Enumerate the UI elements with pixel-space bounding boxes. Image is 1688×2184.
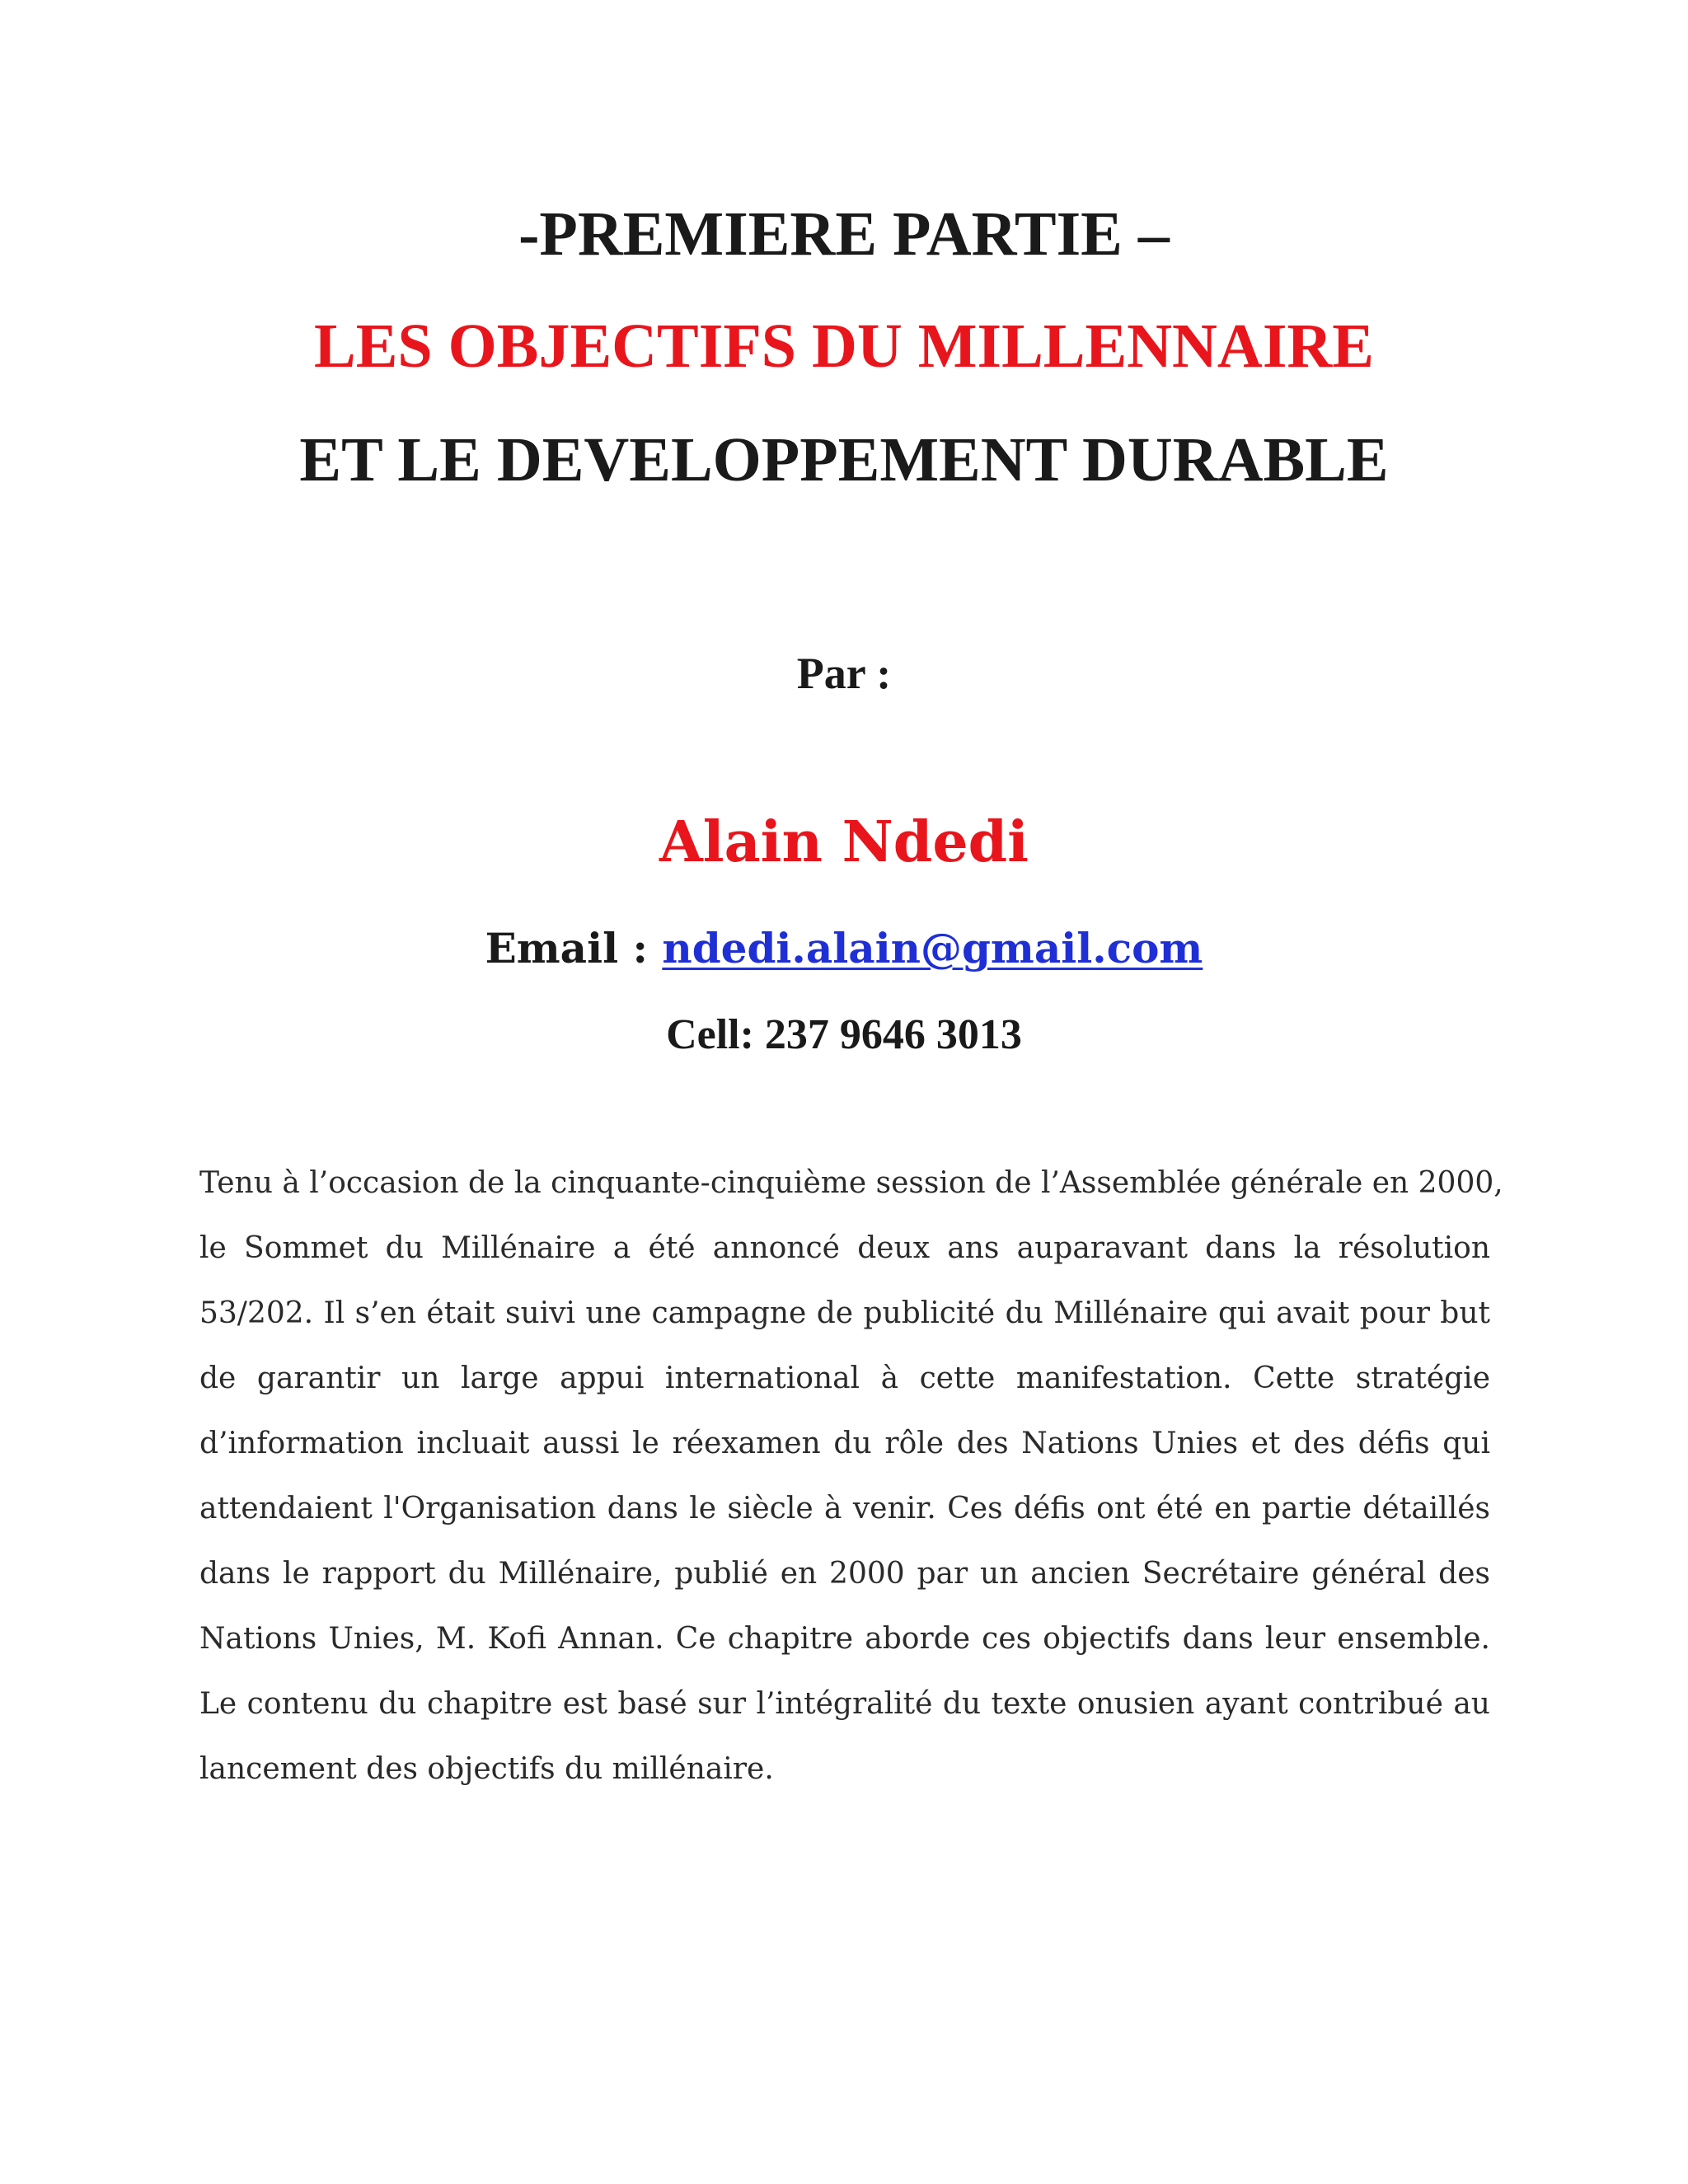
paragraph-line: Le contenu du chapitre est basé sur l’intégralité du texte onusien ayant contribué au (199, 1687, 1490, 1721)
paragraph-line: lancement des objectifs du millénaire. (199, 1752, 774, 1786)
paragraph-line: d’information incluait aussi le réexamen du rôle des Nations Unies et des défis qui (199, 1427, 1490, 1460)
paragraph-line: dans le rapport du Millénaire, publié en 2000 par un ancien Secrétaire général des (199, 1557, 1490, 1591)
paragraph-line: 53/202. Il s’en était suivi une campagne de publicité du Millénaire qui avait pour but (199, 1296, 1490, 1330)
section-title-red: LES OBJECTIFS DU MILLENNAIRE (314, 312, 1374, 381)
email-link[interactable]: ndedi.alain@gmail.com (662, 924, 1203, 972)
paragraph-line: Nations Unies, M. Kofi Annan. Ce chapitre aborde ces objectifs dans leur ensemble. (199, 1622, 1490, 1656)
cell-phone: Cell: 237 9646 3013 (666, 1011, 1022, 1058)
paragraph-line: Tenu à l’occasion de la cinquante-cinquième session de l’Assemblée générale en 2000, (199, 1166, 1503, 1200)
author-name: Alain Ndedi (659, 809, 1029, 875)
paragraph-line: de garantir un large appui international à cette manifestation. Cette stratégie (199, 1361, 1490, 1395)
email-label: Email : (485, 924, 663, 972)
body-paragraph (199, 1151, 1503, 1802)
paragraph-line: le Sommet du Millénaire a été annoncé deux ans auparavant dans la résolution (199, 1231, 1490, 1265)
by-label: Par : (796, 649, 892, 698)
email-line (0, 924, 1688, 972)
part-title: -PREMIERE PARTIE – (518, 199, 1170, 269)
section-subtitle: ET LE DEVELOPPEMENT DURABLE (299, 425, 1389, 494)
paragraph-line: attendaient l'Organisation dans le siècle à venir. Ces défis ont été en partie détaillés (199, 1492, 1490, 1526)
